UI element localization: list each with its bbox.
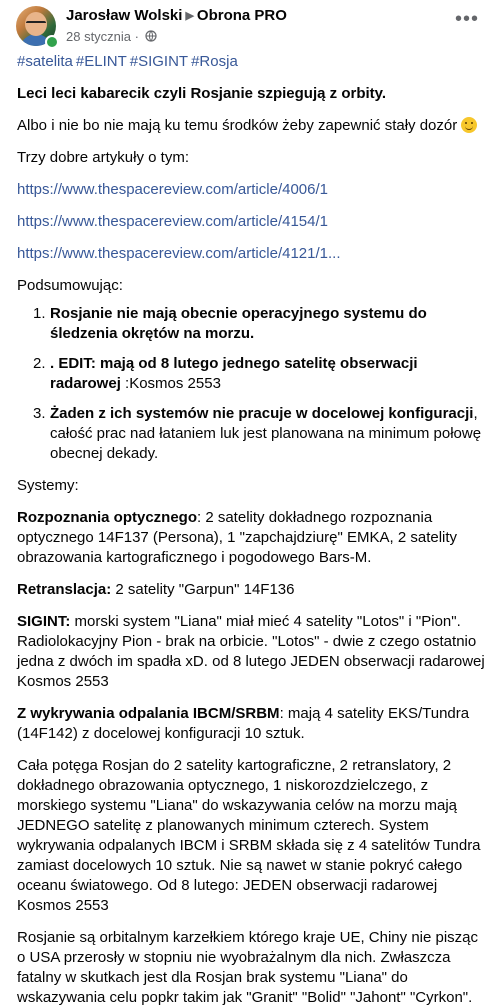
system-entry: [17, 580, 485, 600]
list-item-bold: . EDIT: mają od 8 lutego jednego satelitę obserwacji radarowej: [50, 355, 418, 392]
article-link[interactable]: https://www.thespacereview.com/article/4006/1: [17, 181, 328, 198]
smiley-emoji-icon: [461, 117, 477, 133]
system-text: 2 satelity "Garpun" 14F136: [111, 581, 295, 598]
list-number: 3.: [33, 405, 46, 422]
post-final: Rosjanie są orbitalnym karzełkiem którego kraje UE, Chiny nie pisząc o USA przerosły w stopniu nie wyobrażalnym dla nich. Zwłaszcza fatalny w skutkach jest dla Rosjan brak systemu "Liana" do wskazywania celu popkr takim jak "Granit" "Bolid" "Jahont" "Cyrkon".: [17, 929, 479, 1006]
system-entry: [17, 508, 485, 568]
hashtag[interactable]: #Rosja: [191, 53, 238, 70]
system-text: : mają 4 satelity EKS/Tundra (14F142) z docelowej konfiguracji 10 sztuk.: [17, 705, 470, 742]
article-link[interactable]: https://www.thespacereview.com/article/4121/1...: [17, 245, 341, 262]
post-conclusion: Cała potęga Rosjan do 2 satelity kartograficzne, 2 retranslatory, 2 dokładnego obrazowania optycznego, 1 niskorozdzielczego, z morskiego systemu "Liana" do wskazywania celów na morzu mają JEDNEGO satelitę z planowanych minimum czterech. System wykrywania odpalanych IBCM i SRBM składa się z 4 satelitów Tundra zamiast docelowych 10 sztuk. Nie są nawet w stanie pokryć całego oceanu światowego. Od 8 lutego: JEDEN obserwacji radarowej Kosmos 2553: [17, 757, 481, 914]
hashtag[interactable]: #SIGINT: [129, 53, 189, 70]
list-number: 1.: [33, 305, 46, 322]
articles-intro: Trzy dobre artykuły o tym:: [17, 149, 189, 166]
post-body: [17, 52, 485, 1008]
globe-icon: [145, 30, 157, 45]
list-item-text: , całość prac nad łataniem luk jest planowana na minimum połowę obecnej dekady.: [50, 405, 482, 462]
list-item-bold: Żaden z ich systemów nie pracuje w docelowej konfiguracji: [50, 405, 474, 422]
system-label: SIGINT:: [17, 613, 71, 630]
summary-list: [17, 304, 485, 464]
system-label: Rozpoznania optycznego: [17, 509, 197, 526]
list-item-text: :Kosmos 2553: [120, 375, 221, 392]
list-item: [17, 304, 485, 344]
system-entry: [17, 704, 485, 744]
list-item-bold: Rosjanie nie mają obecnie operacyjnego systemu do śledzenia okrętów na morzu.: [50, 305, 427, 342]
system-text: morski system "Liana" miał mieć 4 satelity "Lotos" i "Pion". Radiolokacyjny Pion - brak na orbicie. "Lotos" - dwie z czego ostatnio jedna z dwóch im spadła xD. od 8 lutego JEDEN obserwacji radarowej Kosmos 2553: [17, 613, 485, 690]
caret-right-icon: ▶: [185, 10, 194, 22]
list-item: [17, 354, 485, 394]
summary-intro: Podsumowując:: [17, 277, 123, 294]
system-entry: [17, 612, 485, 692]
systems-label: Systemy:: [17, 477, 79, 494]
hashtag[interactable]: #satelita: [17, 53, 73, 70]
hashtags: [17, 52, 485, 72]
post-date[interactable]: 28 stycznia: [66, 29, 132, 44]
list-number: 2.: [33, 355, 46, 372]
online-status-dot: [45, 35, 59, 49]
hashtag[interactable]: #ELINT: [75, 53, 127, 70]
group-name[interactable]: Obrona PRO: [196, 7, 287, 24]
meta-separator: ·: [134, 29, 140, 44]
author-name[interactable]: Jarosław Wolski: [66, 7, 183, 24]
article-link[interactable]: https://www.thespacereview.com/article/4154/1: [17, 213, 328, 230]
system-text: : 2 satelity dokładnego rozpoznania optycznego 14F137 (Persona), 1 "zapchajdziurę" EMKA, 2 satelity obrazowania kartograficznego i pogodowego Bars-M.: [17, 509, 458, 566]
list-item: [17, 404, 485, 464]
post-meta: [66, 29, 157, 45]
post-header: [0, 0, 500, 52]
more-options-icon[interactable]: •••: [454, 8, 479, 30]
system-label: Z wykrywania odpalania IBCM/SRBM: [17, 705, 280, 722]
author-line: [66, 7, 287, 24]
system-label: Retranslacja:: [17, 581, 112, 598]
intro-text: Albo i nie bo nie mają ku temu środków żeby zapewnić stały dozór: [17, 117, 458, 134]
post-intro: [17, 116, 485, 136]
post-headline: Leci leci kabarecik czyli Rosjanie szpiegują z orbity.: [17, 85, 387, 102]
